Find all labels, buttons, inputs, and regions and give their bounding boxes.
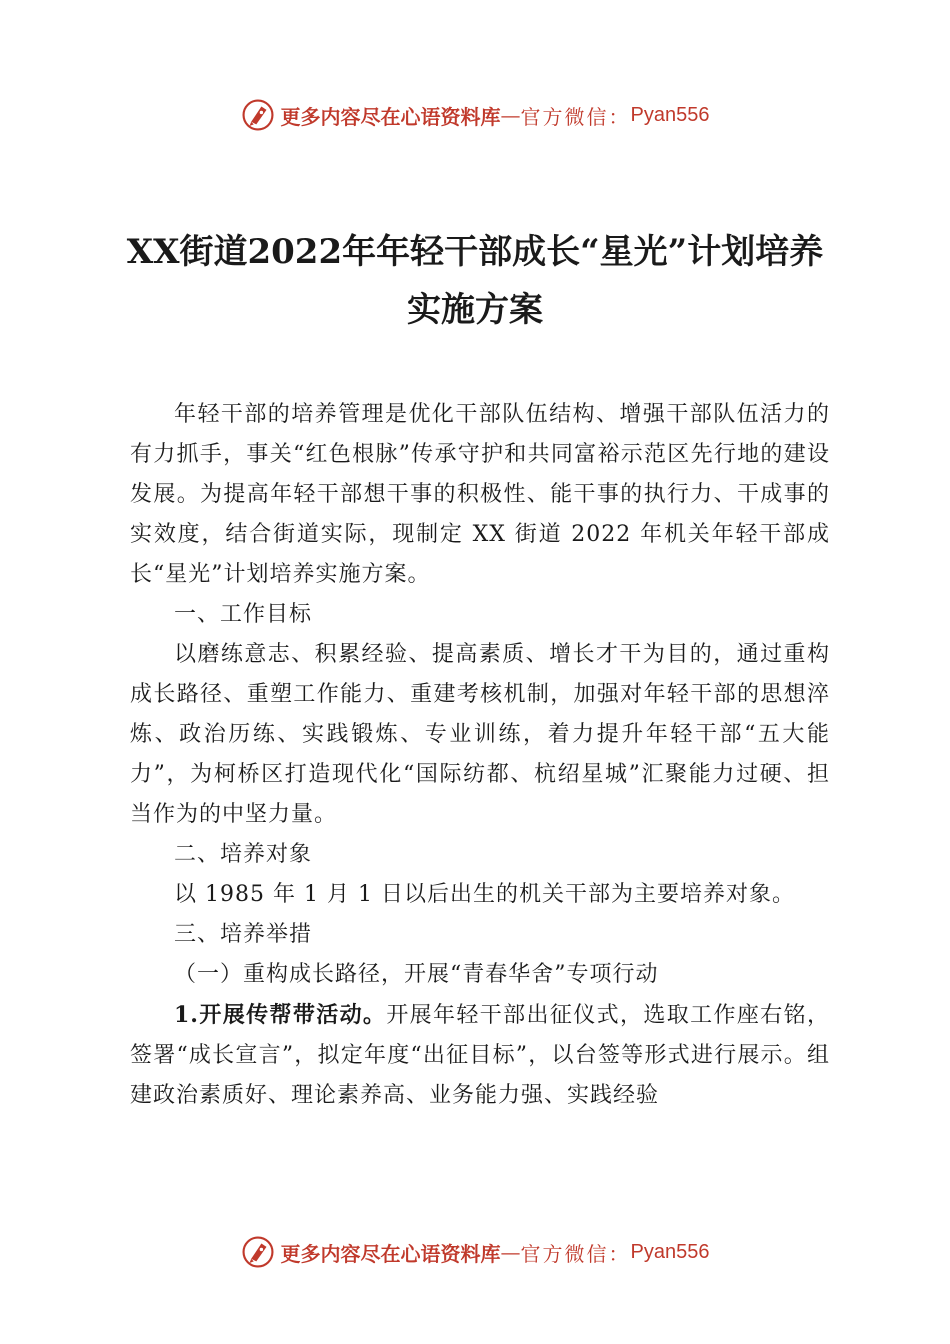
official-label: 官方微信： — [520, 1241, 631, 1266]
item-1-paragraph — [130, 995, 830, 1116]
library-text: 更多内容尽在心语资料库 — [280, 1241, 501, 1266]
separator: — — [500, 103, 521, 127]
document-title — [120, 223, 830, 339]
wechat-id: Pyan556 — [630, 103, 710, 126]
title-line-1: XX街道2022年年轻干部成长“星光”计划培养 — [126, 232, 824, 272]
item-1-body: 开展年轻干部出征仪式，选取工作座右铭，签署“成长宣言”，拟定年度“出征目标”，以台签等形式进行展示。组建政治素质好、理论素养高、业务能力强、实践经验 — [130, 1003, 830, 1108]
wechat-id: Pyan556 — [630, 1240, 710, 1263]
item-1-lead: 1.开展传帮带活动。 — [174, 1002, 387, 1028]
section-2-heading: 二、培养对象 — [174, 842, 313, 867]
document-body — [130, 395, 830, 1116]
intro-paragraph: 年轻干部的培养管理是优化干部队伍结构、增强干部队伍活力的有力抓手，事关“红色根脉”传承守护和共同富裕示范区先行地的建设发展。为提高年轻干部想干事的积极性、能干事的执行力、干成事的实效度，结合街道实际，现制定 XX 街道 2022 年机关年轻干部成长“星光”计划培养实施方案。 — [130, 402, 830, 587]
separator: — — [500, 1240, 521, 1264]
subsection-1-heading: （一）重构成长路径，开展“青春华舍”专项行动 — [174, 962, 659, 987]
section-2-body: 以 1985 年 1 月 1 日以后出生的机关干部为主要培养对象。 — [174, 882, 795, 907]
official-label: 官方微信： — [520, 104, 631, 129]
title-line-2: 实施方案 — [407, 290, 543, 330]
header-banner — [0, 95, 950, 135]
section-1-body: 以磨练意志、积累经验、提高素质、增长才干为目的，通过重构成长路径、重塑工作能力、重建考核机制，加强对年轻干部的思想淬炼、政治历练、实践锻炼、专业训练，着力提升年轻干部“五大能力”，为柯桥区打造现代化“国际纺都、杭绍星城”汇聚能力过硬、担当作为的中坚力量。 — [130, 642, 830, 827]
pen-nib-logo-icon — [241, 98, 275, 132]
section-3-heading: 三、培养举措 — [174, 922, 313, 947]
footer-banner — [0, 1232, 950, 1272]
library-text: 更多内容尽在心语资料库 — [280, 104, 501, 129]
pen-nib-logo-icon — [241, 1235, 275, 1269]
section-1-heading: 一、工作目标 — [174, 602, 313, 627]
